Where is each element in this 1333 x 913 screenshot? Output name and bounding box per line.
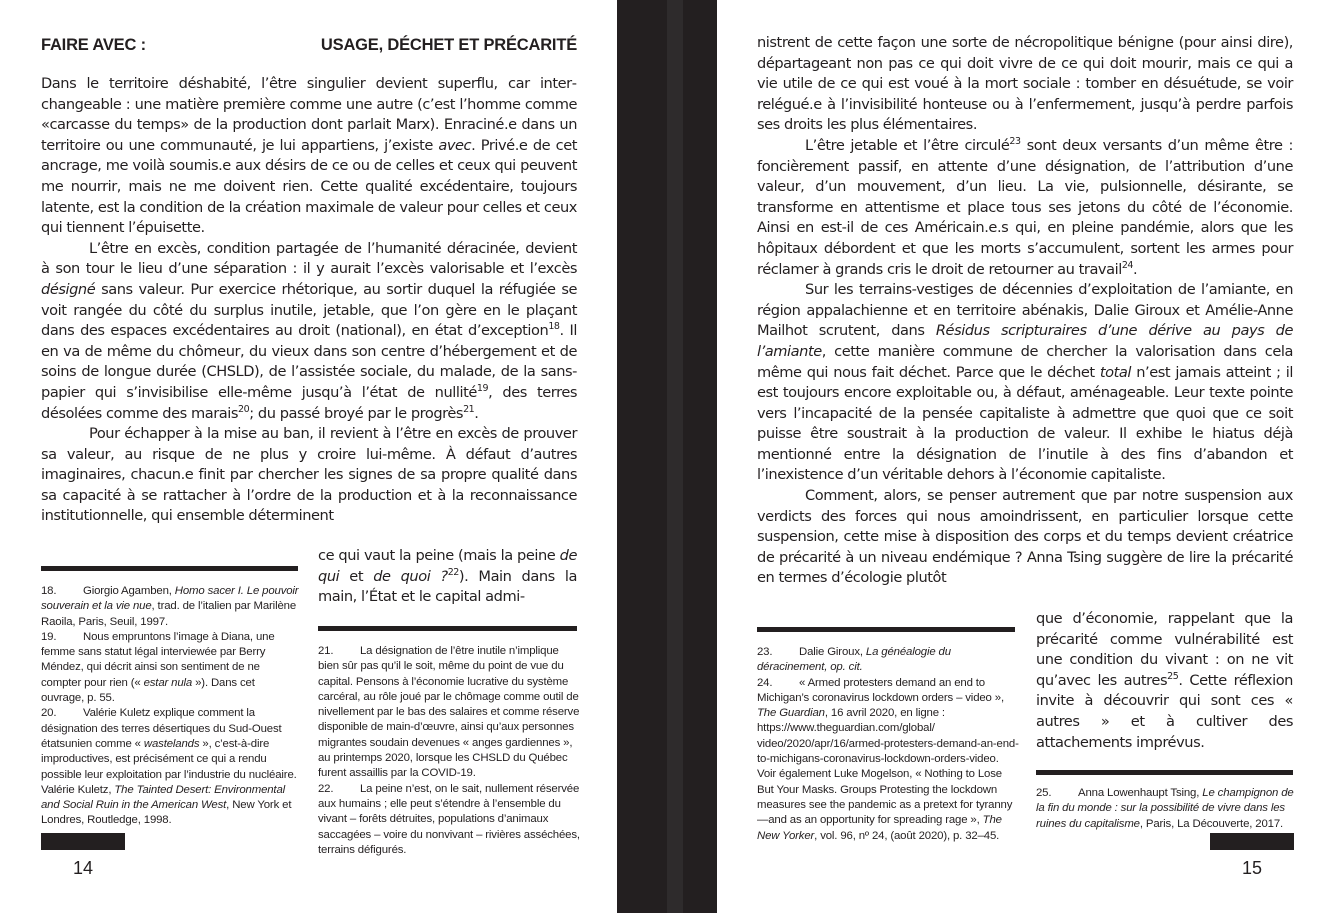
footnote-24: 24. « Armed protesters demand an end to Michigan’s coronavirus lockdown orders – video », The Guardian, 16 avril 2020, en ligne : https://www.theguardian.com/global/ video/2020/apr/16/armed-protesters-demand-an-end-to-michigans-coronavirus-lockdown-orders-video. Voir également Luke Mogelson, « Nothing to Lose But Your Masks. Groups Protesting the lockdown measures see the pandemic as a pretext for tyranny—and as an opportunity for spreading rage », The New Yorker, vol. 96, nº 24, (août 2020), p. 32–45. <box>757 676 1019 842</box>
footnotes-column-4 <box>1036 786 1298 832</box>
footnote-20: 20. Valérie Kuletz explique comment la désignation des terres désertiques du Sud-Ouest étatsunien comme « wastelands », c’est-à-dire improductives, est précisément ce qui a rendu possible leur exploitation par l’industrie du nucléaire. Valérie Kuletz, The Tainted Desert: Environmental and Social Ruin in the American West, New York et Londres, Routledge, 1998. <box>41 707 297 827</box>
running-head-right: USAGE, DÉCHET ET PRÉCARITÉ <box>320 36 577 54</box>
paragraph: L’être en excès, condition partagée de l’humanité déracinée, devient à son tour le lieu d’une séparation : il y aurait l’excès valorisable et l’excès désigné sans valeur. Pur exercice rhétorique, au sortir duquel la réfugiée se voit rangée du côté du surplus inutile, jetable, que l’on gère en le plaçant dans des espaces excédentaires au droit (national), en état d’exception$^{18}$. Il en va de même du chômeur, du vieux dans son centre d’hébergement et de soins de longue durée (CHSLD), de l’assistée sociale, du malade, de la sans-papier qui s’invisibilise elle-même jusqu’à l’état de nullité$^{19}$, des terres désolées comme des marais$^{20}$; du passé broyé par le progrès$^{21}$. <box>41 239 577 422</box>
paragraph: nistrent de cette façon une sorte de nécropolitique bénigne (pour ainsi dire), départageant non pas ce qui doit vivre de ce qui doit mourir, mais ce qui a vie utile de ce qui est voué à la mort sociale : tomber en désuétude, se voir relégué.e à l’invisibilité honteuse ou à l’enfermement, jusqu’à perdre parfois ses droits les plus élémentaires. <box>757 34 1293 134</box>
footnote-25: 25. Anna Lowenhaupt Tsing, Le champignon de la fin du monde : sur la possibilité de vivre dans les ruines du capitalisme, Paris, La Découverte, 2017. <box>1036 787 1294 830</box>
folio-bar <box>41 833 125 850</box>
folio-bar <box>1210 833 1294 850</box>
page-number-right: 15 <box>1241 858 1263 878</box>
footnote-22: 22. La peine n’est, on le sait, nullement réservée aux humains ; elle peut s’étendre à l’ensemble du vivant – forêts détruites, populations d’animaux saccagées – voire du nonvivant – rivières asséchées, terrains défigurés. <box>318 782 580 856</box>
footnote-rule <box>318 626 577 631</box>
paragraph: L’être jetable et l’être circulé$^{23}$ sont deux versants d’un même être : foncièrement passif, en attente d’une désignation, de l’attribution d’une valeur, d’un mouvement, d’un lieu. La vie, pulsionnelle, désirante, se transforme en attentisme et place tous ses jetons du côté de l’économie. Ainsi en est-il de ces Américain.e.s qui, en pleine pandémie, alors que les hôpitaux débordent et que les morts s’accumulent, sortent les armes pour réclamer à grands cris le droit de retourner au travail$^{24}$. <box>757 135 1293 278</box>
page-number-left: 14 <box>72 858 94 878</box>
paragraph: Dans le territoire déshabité, l’être singulier devient superflu, car interchangeable : une matière première comme une autre (c’est l’homme comme «carcasse du temps» de la production dont parlait Marx). Enraciné.e dans un territoire ou une communauté, je lui appartiens, j’existe avec. Privé.e de cet ancrage, me voilà soumis.e aux désirs de ce ou de celles et ceux qui peuvent me nourrir, mais ne me doivent rien. Cette qualité excédentaire, toujours latente, est la condition de la création maximale de valeur pour celles et ceux qui tiennent l’épuisette. <box>41 75 577 237</box>
running-head <box>41 36 577 55</box>
paragraph: que d’économie, rappelant que la précarité comme vulnérabilité est une condition du vivant : on ne vit qu’avec les autres$^{25}$. Cette réflexion invite à découvrir qui sont ces « autres » et à cultiver des attachements imprévus. <box>1036 610 1293 751</box>
paragraph: Pour échapper à la mise au ban, il revient à l’être en excès de prouver sa valeur, au risque de ne plus y croire lui-même. À défaut d’autres imaginaires, chacun.e finit par chercher les signes de sa propre qualité dans sa capacité à se rattacher à l’ordre de la production et à la reconnaissance institutionnelle, qui ensemble déterminent <box>41 425 577 525</box>
footnotes-column-3 <box>757 645 1019 844</box>
footnote-rule <box>757 627 1015 632</box>
book-spine-highlight <box>667 0 683 913</box>
footnote-19: 19. Nous empruntons l’image à Diana, une femme sans statut légal interviewée par Berry Méndez, qui décrit ainsi son sentiment de ne compter pour rien (« estar nula »). Dans cet ouvrage, p. 55. <box>41 630 275 705</box>
right-page-body-text <box>757 33 1293 589</box>
footnote-23: 23. Dalie Giroux, La généalogie du déracinement, op. cit. <box>757 646 951 674</box>
footnotes-column-2 <box>318 644 580 858</box>
footnote-21: 21. La désignation de l’être inutile n’implique bien sûr pas qu’il le soit, même du point de vue du capital. Pensons à l’économie lucrative du système carcéral, au rôle joué par le chômage comme outil de nivellement par le bas des salaires et comme réserve disponible de main-d’œuvre, ainsi qu’aux personnes migrantes soudain devenues « anges gardiennes », au printemps 2020, lorsque les CHSLD du Québec furent assaillis par la COVID-19. <box>318 645 580 780</box>
paragraph: Comment, alors, se penser autrement que par notre suspension aux verdicts des forces qui nous amoindrissent, en particulier lorsque cette suspension, cette mise à disposition des corps et du temps devient créatrice de précarité à un niveau endémique ? Anna Tsing suggère de lire la précarité en termes d’écologie plutôt <box>757 487 1293 587</box>
footnote-rule <box>1036 770 1293 775</box>
right-page-body-text-continued <box>1036 609 1293 753</box>
footnotes-column-1 <box>41 584 299 829</box>
paragraph: ce qui vaut la peine (mais la peine de qui et de quoi ?$^{22}$). Main dans la main, l’État et le capital admi- <box>318 547 577 606</box>
left-page-body-text <box>41 74 577 527</box>
running-head-left: FAIRE AVEC : <box>41 36 146 54</box>
left-page-body-text-continued <box>318 546 577 608</box>
footnote-18: 18. Giorgio Agamben, Homo sacer I. Le pouvoir souverain et la vie nue, trad. de l’italien par Marilène Raoila, Paris, Seuil, 1997. <box>41 585 299 628</box>
footnote-rule <box>41 566 298 571</box>
paragraph: Sur les terrains-vestiges de décennies d’exploitation de l’amiante, en région appalachienne et en territoire abénakis, Dalie Giroux et Amélie-Anne Mailhot scrutent, dans Résidus scripturaires d’une dérive au pays de l’amiante, cette manière commune de chercher la valorisation dans cela même qui nous fait déchet. Parce que le déchet total n’est jamais atteint ; il est toujours encore exploitable ou, à défaut, aménageable. Leur texte pointe vers l’incapacité de la pensée capitaliste à admettre que quoi que ce soit puisse être soustrait à la production de valeur. Il exhibe le hiatus déjà mentionné entre la désignation de l’inutile à des fins d’abandon et l’inexistence d’un véritable dehors à l’économie capitaliste. <box>757 281 1294 484</box>
